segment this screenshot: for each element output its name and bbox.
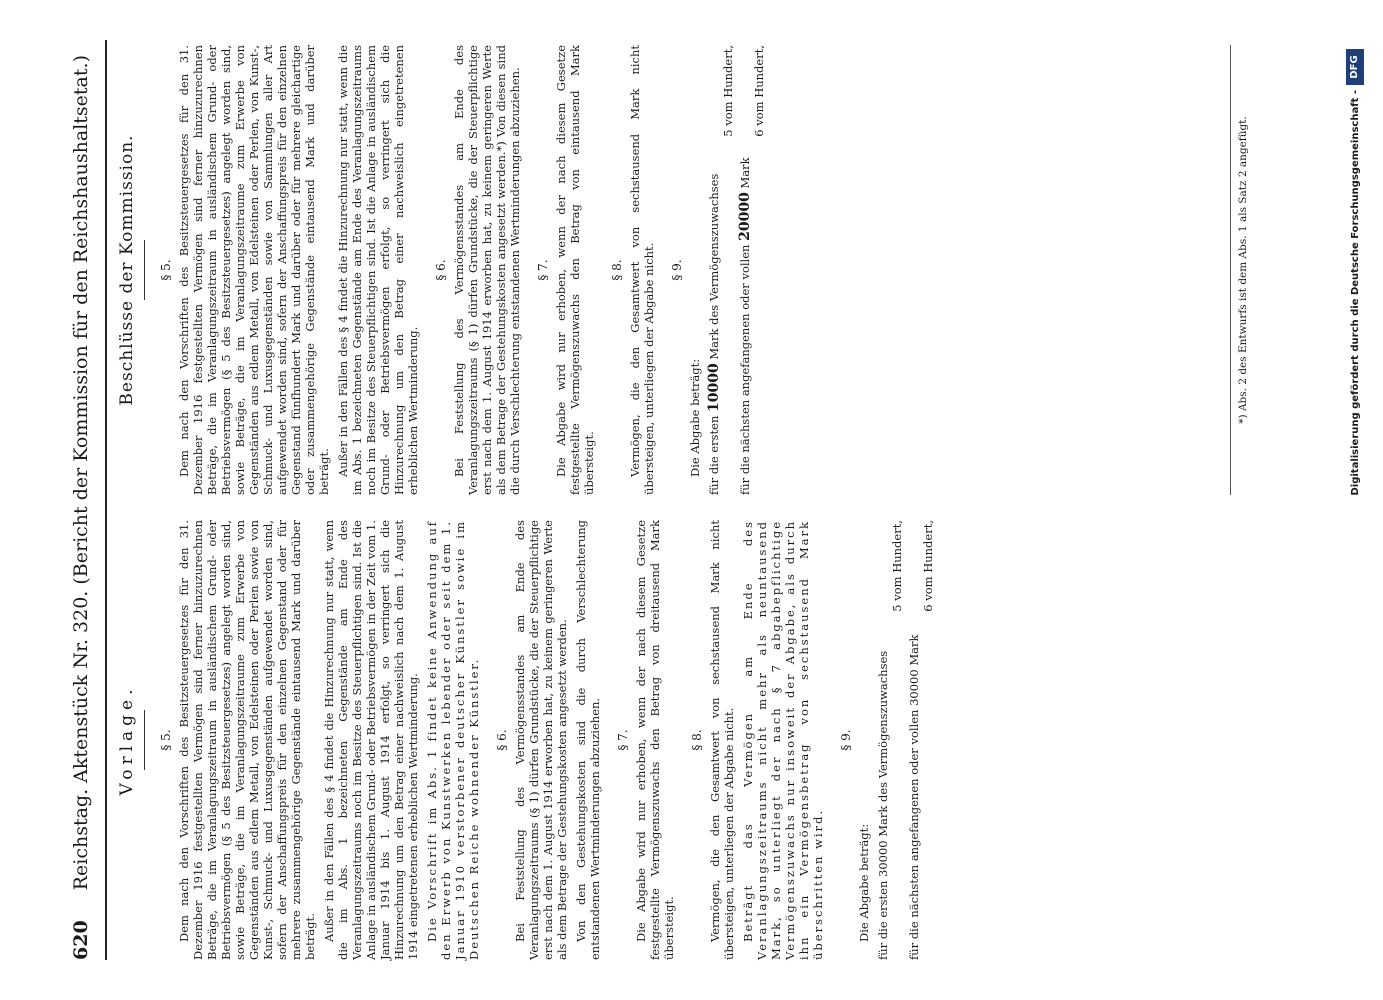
rate-amount: 10000 xyxy=(706,363,722,412)
section-heading: § 5. xyxy=(159,729,173,751)
rate-text: für die ersten xyxy=(707,415,721,495)
title-rule xyxy=(144,240,145,300)
rate-percent: 5 vom Hundert, xyxy=(890,520,904,612)
paragraph: Die Abgabe wird nur erhoben, wenn der nach diesem Gesetze festgestellte Vermögenszuwachs den Betrag von eintausend Mark übersteigt. xyxy=(554,45,596,495)
page-header xyxy=(70,40,110,960)
section-heading: § 6. xyxy=(434,259,448,281)
digitization-note: Digitalisierung gefördert durch die Deutsche Forschungsgemeinschaft - xyxy=(1350,90,1361,496)
column-title-beschluesse: Beschlüsse der Kommission. xyxy=(117,134,137,406)
rate-percent: 6 vom Hundert, xyxy=(752,45,766,137)
title-rule xyxy=(144,710,145,770)
rate-percent: 5 vom Hundert, xyxy=(721,45,735,137)
paragraph: Die Abgabe beträgt: xyxy=(857,823,871,942)
rate-text: Mark xyxy=(738,157,752,189)
rate-line xyxy=(738,45,752,495)
column-title-vorlage: Vorlage. xyxy=(117,684,137,796)
section-heading: § 5. xyxy=(159,259,173,281)
section-heading: § 6. xyxy=(495,729,509,751)
paragraph: Vermögen, die den Gesamtwert von sechstausend Mark nicht übersteigen, unterliegen der Abgabe nicht. xyxy=(628,45,656,495)
section-heading: § 8. xyxy=(610,259,624,281)
section-heading: § 8. xyxy=(690,729,704,751)
column-vorlage xyxy=(118,520,938,960)
column-beschluesse xyxy=(118,45,769,495)
paragraph: Außer in den Fällen des § 4 findet die Hinzurechnung nur statt, wenn die im Abs. 1 bezeichneten Gegenstände am Ende des Veranlagungszeitraums noch im Besitze des Steuerpflichtigen sind. Ist die Anlage in ausländischem Grund- oder Betriebsvermögen in der Zeit vom 1. Januar 1914 bis 1. August 1914 erfolgt, so verringert sich die Hinzurechnung um den Betrag einer nachweislich nach dem 1. August 1914 eingetretenen erheblichen Wertminderung. xyxy=(322,520,420,960)
section-heading: § 7. xyxy=(616,729,630,751)
paragraph: Dem nach den Vorschriften des Besitzsteuergesetzes für den 31. Dezember 1916 festgestellten Vermögen sind ferner hinzuzurechnen Beträge, die im Veranlagungszeitraum in ausländischem Grund- oder Betriebsvermögen (§ 5 des Besitzsteuergesetzes) angelegt worden sind, sowie Beträge, die im Veranlagungszeitraume zum Erwerbe von Gegenständen aus edlem Metall, von Edelsteinen oder Perlen, von Kunst-, Schmuck- und Luxusgegenständen sowie von Sammlungen aller Art aufgewendet worden sind, sofern der Anschaffungspreis für den einzelnen Gegenstand fünfhundert Mark und darüber oder für mehrere gleichartige oder zusammengehörige Gegenstände eintausend Mark und darüber beträgt. xyxy=(177,45,331,495)
section-heading: § 9. xyxy=(839,729,853,751)
header-title: Reichstag. Aktenstück Nr. 320. (Bericht der Kommission für den Reichshaushaltsetat.) xyxy=(70,55,92,891)
paragraph: Dem nach den Vorschriften des Besitzsteuergesetzes für den 31. Dezember 1916 festgestellten Vermögen sind ferner hinzuzurechnen Beträge, die im Veranlagungszeitraum in ausländischem Grund- oder Betriebsvermögen (§ 5 des Besitzsteuergesetzes) angelegt worden sind, sowie Beträge, die im Veranlagungszeitraume zum Erwerbe von Gegenständen aus edlem Metall, von Edelsteinen oder Perlen sowie von Kunst-, Schmuck- und Luxusgegenständen aufgewendet worden sind, sofern der Anschaffungspreis für den einzelnen Gegenstand oder für mehrere zusammengehörige Gegenstände eintausend Mark und darüber beträgt. xyxy=(177,520,317,960)
section-heading: § 7. xyxy=(536,259,550,281)
paragraph: Die Abgabe wird nur erhoben, wenn der nach diesem Gesetze festgestellte Vermögenszuwachs den Betrag von dreitausend Mark übersteigt. xyxy=(634,520,676,960)
rate-line: für die ersten 30000 Mark des Vermögenszuwachses xyxy=(876,650,890,960)
paragraph: Von den Gestehungskosten sind die durch Verschlechterung entstandenen Wertminderungen abzuziehen. xyxy=(574,520,602,960)
paragraph: Vermögen, die den Gesamtwert von sechstausend Mark nicht übersteigen, unterliegen der Abgabe nicht. xyxy=(708,520,736,960)
rate-line: für die nächsten angefangenen oder vollen 30000 Mark xyxy=(907,634,921,960)
paragraph: Die Vorschrift im Abs. 1 findet keine Anwendung auf den Erwerb von Kunstwerken lebender oder seit dem 1. Januar 1910 verstorbener deutscher Künstler sowie im Deutschen Reiche wohnender Künstler. xyxy=(425,520,481,960)
footnote: *) Abs. 2 des Entwurfs ist dem Abs. 1 als Satz 2 angefügt. xyxy=(1230,45,1249,495)
paragraph: Die Abgabe beträgt: xyxy=(688,358,702,477)
paragraph: Bei Feststellung des Vermögensstandes am Ende des Veranlagungszeitraums (§ 1) dürfen Grundstücke, die der Steuerpflichtige erst nach dem 1. August 1914 erworben hat, zu keinem geringeren Werte als dem Betrage der Gestehungskosten angesetzt werden. xyxy=(513,520,569,960)
rate-percent: 6 vom Hundert, xyxy=(921,520,935,612)
dfg-logo: DFG xyxy=(1346,49,1364,85)
paragraph: Beträgt das Vermögen am Ende des Veranlagungszeitraums nicht mehr als neuntausend Mark, so unterliegt der nach § 7 abgabepflichtige Vermögenszuwachs nur insoweit der Abgabe, als durch ihn ein Vermögensbetrag von sechstausend Mark überschritten wird. xyxy=(741,520,825,960)
rate-amount: 20000 xyxy=(737,192,753,241)
page-number: 620 xyxy=(70,920,92,960)
rate-text: für die nächsten angefangenen oder vollen xyxy=(738,244,752,495)
rate-line xyxy=(707,45,721,495)
paragraph: Außer in den Fällen des § 4 findet die Hinzurechnung nur statt, wenn die im Abs. 1 bezeichneten Gegenstände am Ende des Veranlagungszeitraums noch im Besitze des Steuerpflichtigen sind. Ist die Anlage in ausländischem Grund- oder Betriebsvermögen erfolgt, so verringert sich die Hinzurechnung um den Betrag einer nachweislich eingetretenen erheblichen Wertminderung. xyxy=(336,45,420,495)
header-rule xyxy=(105,40,107,960)
rate-text: Mark des Vermögenszuwachses xyxy=(707,173,721,360)
section-heading: § 9. xyxy=(670,259,684,281)
paragraph: Bei Feststellung des Vermögensstandes am Ende des Veranlagungszeitraums (§ 1) dürfen Grundstücke, die der Steuerpflichtige erst nach dem 1. August 1914 erworben hat, zu keinem geringeren Werte als dem Betrage der Gestehungskosten angesetzt werden.*) Von diesen sind die durch Verschlechterung entstandenen Wertminderungen abzuziehen. xyxy=(452,45,522,495)
